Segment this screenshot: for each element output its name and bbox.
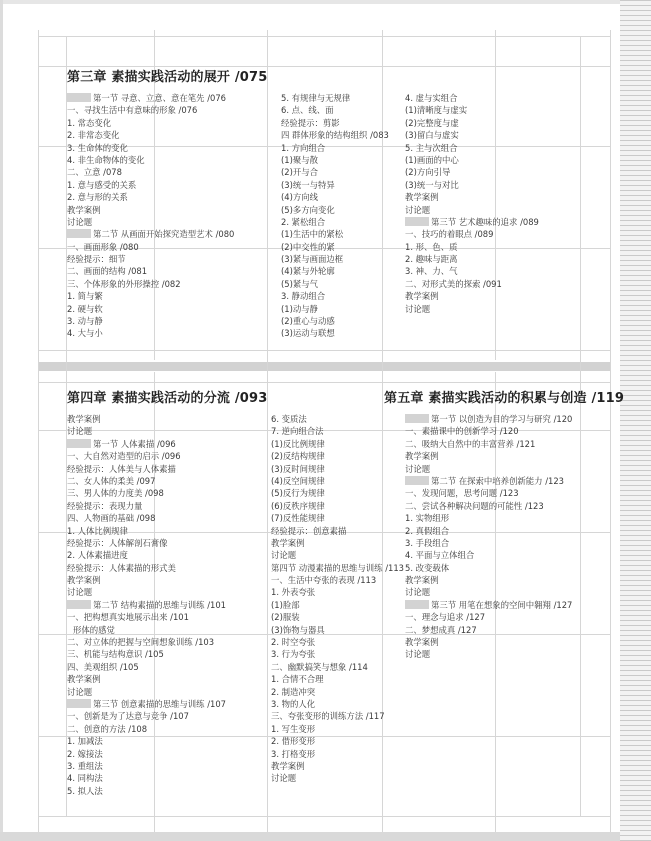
toc-entry-text: 4. 非生命物体的变化 (67, 154, 145, 165)
section-marker-block (67, 699, 91, 708)
toc-entry (405, 537, 610, 549)
toc-entry (67, 686, 267, 698)
toc-entry-text: 1. 加减法 (67, 736, 103, 747)
toc-entry-text: 二、女人体的柔美 /097 (67, 475, 156, 486)
toc-entry (67, 216, 263, 228)
toc-entry-text: 第二节 从画面开始探究造型艺术 /080 (93, 229, 235, 240)
toc-entry-text: 经验提示：创意素描 (271, 525, 347, 536)
toc-entry-text: (1)画面的中心 (405, 154, 459, 165)
toc-entry-text: 第二节 结构素描的思维与训练 /101 (93, 599, 227, 610)
toc-entry-text: 7. 逆向组合法 (271, 426, 324, 437)
toc-entry-text: 讨论题 (67, 216, 93, 227)
toc-entry-text: 4. 平面与立体组合 (405, 550, 475, 561)
toc-section-heading (67, 92, 263, 104)
toc-entry-text: 经验提示：人体解剖石膏像 (67, 537, 168, 548)
toc-entry (67, 265, 263, 277)
toc-section-heading (405, 599, 610, 611)
toc-entry-text: 经验提示：人体美与人体素描 (67, 463, 176, 474)
toc-entry (405, 241, 605, 253)
toc-entry-text: (6)反秩序规律 (271, 500, 325, 511)
toc-entry-text: 3. 打格变形 (271, 748, 316, 759)
toc-entry-text: 2. 真假组合 (405, 525, 450, 536)
toc-entry (67, 562, 267, 574)
toc-entry-text: (4)反空间规律 (271, 475, 325, 486)
section-marker-block (405, 476, 429, 485)
toc-entry-text: 一、素描课中的创新学习 /120 (405, 426, 519, 437)
toc-section-heading (67, 698, 267, 710)
toc-entry (405, 624, 610, 636)
toc-entry (405, 154, 605, 166)
toc-entry-text: (5)紧与气 (281, 278, 318, 289)
chapter-3-column-1 (67, 92, 263, 340)
toc-entry (271, 562, 405, 574)
guide-line-h (38, 36, 610, 37)
toc-entry-text: 讨论题 (271, 773, 297, 784)
toc-entry (67, 487, 267, 499)
toc-entry (405, 487, 610, 499)
toc-entry (271, 611, 401, 623)
toc-entry (67, 525, 267, 537)
toc-entry (405, 265, 605, 277)
chapter-3-title: 第三章 素描实践活动的展开 /075 (67, 70, 268, 85)
toc-entry-text: (3)留白与虚实 (405, 130, 459, 141)
toc-entry-text: 四、人物画的基础 /098 (67, 513, 156, 524)
toc-entry (405, 611, 610, 623)
toc-entry-text: 1. 实物组形 (405, 513, 450, 524)
toc-entry (405, 179, 605, 191)
toc-entry-text: 讨论题 (67, 686, 93, 697)
toc-entry (405, 574, 610, 586)
toc-entry-text: 讨论题 (405, 204, 431, 215)
toc-entry-text: 第二节 在探索中培养创新能力 /123 (431, 475, 565, 486)
toc-entry (67, 624, 267, 636)
toc-entry (271, 772, 401, 784)
toc-entry (67, 204, 263, 216)
toc-entry-text: 1. 简与繁 (67, 291, 103, 302)
toc-entry (271, 599, 401, 611)
toc-section-heading (405, 216, 605, 228)
toc-entry (271, 537, 401, 549)
toc-entry-text: 经验提示：表现力量 (67, 500, 143, 511)
toc-entry-text: 2. 嫁接法 (67, 748, 103, 759)
toc-entry-text: 一、把构想真实地展示出来 /101 (67, 612, 189, 623)
toc-entry (67, 710, 267, 722)
toc-entry-text: 讨论题 (405, 587, 431, 598)
toc-entry (271, 698, 401, 710)
toc-entry-text: (3)统一与特异 (281, 179, 335, 190)
toc-entry-text: 第三节 创意素描的思维与训练 /107 (93, 698, 227, 709)
toc-entry-text: (4)紧与外轮廓 (281, 266, 335, 277)
toc-entry (67, 303, 263, 315)
toc-entry (271, 413, 401, 425)
toc-entry-text: 第四节 动漫素描的思维与训练 /113 (271, 562, 405, 573)
toc-entry-text: 三、机能与结构意识 /105 (67, 649, 164, 660)
section-marker-block (67, 229, 91, 238)
toc-entry (271, 673, 401, 685)
toc-entry-text: 教学案例 (67, 414, 101, 424)
toc-entry-text: (4)方向线 (281, 192, 318, 203)
toc-entry-text: 二、创意的方法 /108 (67, 723, 148, 734)
toc-entry (271, 525, 401, 537)
toc-entry-text: 教学案例 (405, 637, 439, 648)
toc-entry (271, 648, 401, 660)
toc-entry (67, 549, 267, 561)
toc-entry (67, 512, 267, 524)
toc-entry-text: 1. 形、色、质 (405, 241, 458, 252)
toc-entry-text: 4. 同构法 (67, 773, 103, 784)
page-top-edge (0, 0, 620, 4)
toc-entry-text: 1. 人体比例规律 (67, 525, 128, 536)
toc-entry-text: 3. 重组法 (67, 760, 103, 771)
toc-entry-text: 教学案例 (67, 674, 101, 685)
toc-entry-text: 1. 写生变形 (271, 723, 316, 734)
toc-entry (405, 117, 605, 129)
toc-entry (271, 500, 401, 512)
toc-entry (405, 92, 605, 104)
toc-entry (271, 475, 401, 487)
toc-entry (405, 500, 610, 512)
toc-entry-text: 教学案例 (405, 451, 439, 462)
toc-entry (67, 413, 267, 425)
toc-entry (271, 487, 401, 499)
toc-entry-text: 三、个体形象的外形操控 /082 (67, 278, 181, 289)
toc-entry (67, 586, 267, 598)
toc-entry (67, 748, 267, 760)
toc-entry-text: (2)反结构规律 (271, 451, 325, 462)
toc-entry-text: 3. 神、力、气 (405, 266, 458, 277)
toc-entry-text: 二、画面的结构 /081 (67, 266, 148, 277)
toc-entry (67, 463, 267, 475)
toc-entry-text: 1. 意与感受的关系 (67, 179, 137, 190)
toc-entry (67, 723, 267, 735)
toc-entry (405, 166, 605, 178)
toc-section-heading (405, 413, 610, 425)
toc-entry-text: 二、对形式美的探索 /091 (405, 278, 502, 289)
toc-entry (405, 191, 605, 203)
toc-entry-text: 三、夸张变形的训练方法 /117 (271, 711, 385, 722)
toc-entry (405, 562, 610, 574)
toc-entry (405, 129, 605, 141)
toc-entry-text: 6. 点、线、面 (281, 105, 334, 116)
toc-entry-text: 一、生活中夸张的表现 /113 (271, 575, 377, 586)
toc-entry-text: 讨论题 (67, 587, 93, 598)
toc-entry-text: (2)开与合 (281, 167, 318, 178)
toc-entry-text: 经验提示：剪影 (281, 117, 340, 128)
toc-entry-text: 二、吸纳大自然中的丰富营养 /121 (405, 438, 536, 449)
toc-entry-text: 讨论题 (405, 649, 431, 660)
section-marker-block (405, 600, 429, 609)
toc-entry-text: 教学案例 (67, 575, 101, 586)
toc-entry-text: (2)中交性的紧 (281, 241, 335, 252)
toc-entry (405, 463, 610, 475)
toc-entry-text: 第一节 人体素描 /096 (93, 438, 176, 449)
section-marker-block (405, 414, 429, 423)
toc-entry (67, 574, 267, 586)
toc-entry (271, 723, 401, 735)
toc-entry (67, 241, 263, 253)
toc-entry-text: 教学案例 (405, 291, 439, 302)
toc-section-heading (67, 228, 263, 240)
toc-entry (67, 129, 263, 141)
toc-entry-text: (3)统一与对比 (405, 179, 459, 190)
toc-entry-text: 2. 借形变形 (271, 736, 316, 747)
toc-entry-text: 讨论题 (405, 303, 431, 314)
toc-entry (271, 549, 401, 561)
toc-entry-text: 一、理念与追求 /127 (405, 612, 486, 623)
toc-entry-text: 2. 制造冲突 (271, 686, 316, 697)
toc-entry (405, 253, 605, 265)
toc-entry-text: 四 群体形象的结构组织 /083 (281, 130, 389, 141)
guide-line-h (38, 816, 610, 817)
toc-entry (67, 611, 267, 623)
toc-entry-text: 教学案例 (405, 192, 439, 203)
toc-entry (67, 785, 267, 797)
toc-entry (271, 450, 401, 462)
toc-entry-text: (3)紧与画面边框 (281, 254, 344, 265)
toc-entry (405, 648, 610, 660)
side-ruler-strip[interactable] (620, 0, 651, 841)
toc-entry-text: 5. 有规律与无规律 (281, 93, 351, 103)
toc-entry-text: (3)饰物与器具 (271, 624, 325, 635)
toc-entry-text: 第三节 艺术趣味的追求 /089 (431, 216, 539, 227)
toc-entry-text: 形体的感觉 (73, 624, 115, 635)
toc-entry (405, 512, 610, 524)
toc-entry-text: 2. 硬与软 (67, 303, 103, 314)
chapter-4-column-2 (271, 413, 405, 785)
toc-entry-text: 第一节 寻意、立意、意在笔先 /076 (93, 93, 227, 103)
toc-entry-text: 讨论题 (405, 463, 431, 474)
toc-entry-text: 3. 行为夸张 (271, 649, 316, 660)
toc-entry (67, 154, 263, 166)
toc-entry (67, 648, 267, 660)
page-left-edge (0, 0, 3, 841)
toc-entry-text: 3. 生命体的变化 (67, 142, 128, 153)
toc-entry (271, 686, 401, 698)
chapter-4-column-1 (67, 413, 267, 797)
toc-entry-text: 二、幽默搞笑与想象 /114 (271, 661, 368, 672)
toc-entry (67, 290, 263, 302)
toc-entry (67, 166, 263, 178)
toc-entry (67, 117, 263, 129)
toc-entry-text: 3. 手段组合 (405, 537, 450, 548)
guide-line-h (38, 350, 610, 351)
toc-entry-text: 2. 紧松组合 (281, 216, 326, 227)
guide-line-v (38, 30, 39, 832)
toc-entry-text: (1)生活中的紧松 (281, 229, 344, 240)
toc-entry-text: 1. 合情不合理 (271, 674, 324, 685)
toc-entry-text: 一、创新是为了达意与竞争 /107 (67, 711, 189, 722)
toc-entry-text: (5)多方向变化 (281, 204, 335, 215)
toc-entry (67, 661, 267, 673)
toc-entry-text: 4. 虚与实组合 (405, 93, 458, 103)
toc-entry-text: (2)完整度与虚 (405, 117, 459, 128)
toc-entry (271, 710, 401, 722)
toc-entry (405, 278, 605, 290)
toc-section-heading (67, 599, 267, 611)
toc-section-heading (405, 475, 610, 487)
section-marker-block (67, 93, 91, 102)
toc-entry (67, 450, 267, 462)
toc-entry-text: (2)重心与动感 (281, 316, 335, 327)
toc-entry-text: 2. 意与形的关系 (67, 192, 128, 203)
toc-entry (271, 425, 401, 437)
toc-entry-text: 二、立意 /078 (67, 167, 122, 178)
toc-entry-text: (2)方向引导 (405, 167, 451, 178)
toc-entry-text: 2. 时空夸张 (271, 637, 316, 648)
toc-entry (67, 315, 263, 327)
toc-entry-text: 讨论题 (67, 426, 93, 437)
toc-entry-text: 经验提示：细节 (67, 254, 126, 265)
toc-entry (67, 104, 263, 116)
toc-entry-text: 6. 变质法 (271, 414, 307, 424)
section-marker-block (67, 600, 91, 609)
toc-entry (271, 661, 401, 673)
toc-entry-text: 教学案例 (405, 575, 439, 586)
toc-entry (67, 772, 267, 784)
toc-entry (405, 425, 610, 437)
section-marker-block (405, 217, 429, 226)
toc-entry (67, 191, 263, 203)
chapter-5-column (405, 413, 610, 661)
toc-entry (405, 525, 610, 537)
toc-entry-text: 教学案例 (271, 537, 305, 548)
toc-entry (405, 636, 610, 648)
toc-entry-text: 二、对立体的把握与空间想象训练 /103 (67, 637, 215, 648)
page-bottom-band (0, 832, 620, 841)
toc-entry-text: 5. 改变载体 (405, 562, 450, 573)
toc-entry-text: 5. 主与次组合 (405, 142, 458, 153)
toc-entry-text: (7)反性能规律 (271, 513, 325, 524)
toc-entry (67, 179, 263, 191)
toc-entry-text: 4. 大与小 (67, 328, 103, 339)
toc-entry (405, 228, 605, 240)
toc-entry-text: 第一节 以创造为目的学习与研究 /120 (431, 414, 573, 424)
toc-entry-text: 二、尝试各种解决问题的可能性 /123 (405, 500, 544, 511)
toc-entry (67, 425, 267, 437)
toc-entry-text: 1. 外表夸张 (271, 587, 316, 598)
toc-entry-text: 3. 静动组合 (281, 291, 326, 302)
toc-entry-text: (3)反时间规律 (271, 463, 325, 474)
toc-entry-text: 一、寻找生活中有意味的形象 /076 (67, 105, 198, 116)
toc-entry (271, 574, 401, 586)
toc-entry (405, 586, 610, 598)
toc-entry (67, 760, 267, 772)
toc-entry-text: 1. 方向组合 (281, 142, 326, 153)
toc-entry-text: 经验提示：人体素描的形式美 (67, 562, 176, 573)
toc-entry-text: (1)清晰度与虚实 (405, 105, 468, 116)
toc-entry (67, 500, 267, 512)
toc-entry (271, 624, 401, 636)
toc-entry (67, 537, 267, 549)
toc-entry (405, 204, 605, 216)
toc-entry (405, 142, 605, 154)
section-divider-band (38, 362, 610, 371)
toc-entry-text: 一、发现问题，思考问题 /123 (405, 488, 519, 499)
toc-entry (271, 512, 401, 524)
toc-entry (271, 760, 401, 772)
toc-entry (405, 290, 605, 302)
toc-entry-text: (5)反行为规律 (271, 488, 325, 499)
toc-entry (67, 327, 263, 339)
toc-section-heading (67, 438, 267, 450)
toc-entry (271, 586, 401, 598)
toc-entry-text: (1)动与静 (281, 303, 318, 314)
section-marker-block (67, 439, 91, 448)
toc-entry (67, 636, 267, 648)
toc-entry-text: 3. 动与静 (67, 316, 103, 327)
toc-entry (67, 253, 263, 265)
toc-entry (405, 450, 610, 462)
toc-entry (281, 327, 431, 339)
toc-entry (271, 748, 401, 760)
toc-entry (405, 549, 610, 561)
toc-entry (67, 475, 267, 487)
toc-entry-text: 教学案例 (67, 204, 101, 215)
toc-entry-text: 一、画面形象 /080 (67, 241, 139, 252)
toc-entry-text: 教学案例 (271, 760, 305, 771)
toc-entry (405, 438, 610, 450)
toc-entry-text: 1. 常态变化 (67, 117, 112, 128)
toc-entry-text: 讨论题 (271, 550, 297, 561)
chapter-5-title: 第五章 素描实践活动的积累与创造 /119 (384, 391, 625, 406)
toc-entry (405, 104, 605, 116)
toc-entry-text: 5. 拟人法 (67, 785, 103, 796)
toc-entry (271, 735, 401, 747)
guide-line-v (610, 30, 611, 832)
toc-entry (405, 303, 605, 315)
toc-entry (67, 673, 267, 685)
toc-entry-text: (3)运动与联想 (281, 328, 335, 339)
guide-line-h (38, 382, 610, 383)
toc-entry-text: (1)反比例规律 (271, 438, 325, 449)
toc-entry (271, 438, 401, 450)
toc-entry-text: 2. 人体素描进度 (67, 550, 128, 561)
toc-entry-text: 四、美观组织 /105 (67, 661, 139, 672)
toc-entry-text: 第三节 用笔在想象的空间中翱翔 /127 (431, 599, 573, 610)
toc-entry-text: 三、男人体的力度美 /098 (67, 488, 164, 499)
toc-entry (67, 735, 267, 747)
toc-entry-text: (1)聚与散 (281, 154, 318, 165)
toc-entry-text: (1)脸部 (271, 599, 300, 610)
toc-entry-text: 3. 物的人化 (271, 698, 316, 709)
guide-line-v (267, 30, 268, 832)
toc-entry (67, 142, 263, 154)
toc-entry (281, 315, 431, 327)
toc-entry-text: 2. 非常态变化 (67, 130, 120, 141)
toc-entry-text: 2. 趣味与距离 (405, 254, 458, 265)
toc-entry (67, 278, 263, 290)
toc-entry (271, 636, 401, 648)
toc-entry-text: (2)服装 (271, 612, 300, 623)
toc-entry-text: 一、大自然对造型的启示 /096 (67, 451, 181, 462)
chapter-4-title: 第四章 素描实践活动的分流 /093 (67, 391, 268, 406)
chapter-3-column-3 (405, 92, 605, 315)
toc-entry (271, 463, 401, 475)
toc-entry-text: 二、梦想成真 /127 (405, 624, 477, 635)
toc-entry-text: 一、技巧的着眼点 /089 (405, 229, 494, 240)
